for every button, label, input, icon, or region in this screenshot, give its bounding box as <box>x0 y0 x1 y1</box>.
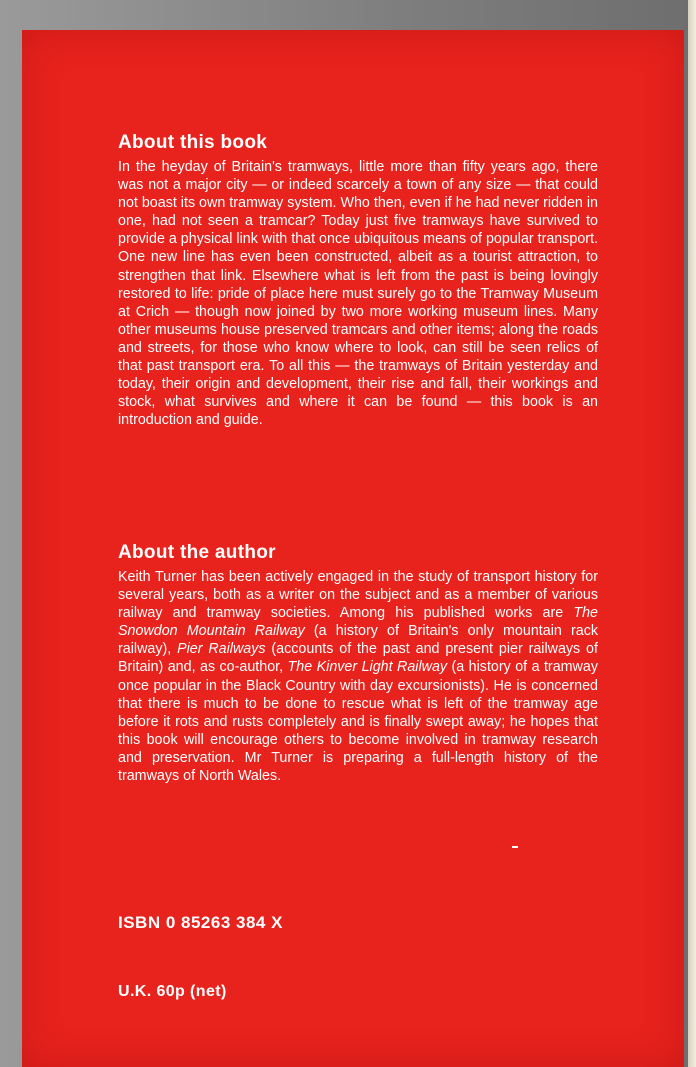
author-text-4: (a history of a tramway once popular in the Black Country with day excursionists). He is concerned that there is much to be done to rescue what is left of the tramway age before it rots and rusts completely and is finally swept away; he hopes that this book will encourage others to become involved in tramway research and preservation. Mr Turner is preparing a full-length history of the tramways of North Wales. <box>118 659 598 785</box>
author-text-3: (accounts of the past and present pier railways of Britain) and, as co-author, <box>118 641 598 676</box>
author-text-2: (a history of Britain's only mountain rack railway), <box>118 623 598 658</box>
book-title-snowdon: The Snowdon Mountain Railway <box>118 605 598 640</box>
book-title-pier: Pier Railways <box>177 641 266 658</box>
about-author-text <box>118 568 598 785</box>
author-text-1: Keith Turner has been actively engaged in the study of transport history for several years, both as a writer on the subject and as a member of various railway and tramway societies. Among his published works are <box>118 569 598 622</box>
book-title-kinver: The Kinver Light Railway <box>287 659 448 676</box>
about-author-heading: About the author <box>118 542 276 563</box>
about-book-heading: About this book <box>118 132 268 153</box>
page-edge <box>688 0 696 1067</box>
price-label: U.K. 60p (net) <box>118 983 227 1000</box>
ink-mark <box>512 846 518 848</box>
isbn-number: ISBN 0 85263 384 X <box>118 913 283 932</box>
book-back-cover <box>22 30 684 1067</box>
about-book-text: In the heyday of Britain's tramways, little more than fifty years ago, there was not a major city — or indeed scarcely a town of any size — that could not boast its own tramway system. Who then, even if he had never ridden in one, had not seen a tramcar? Today just five tramways have survived to provide a physical link with that once ubiquitous means of popular transport. One new line has even been constructed, albeit as a tourist attraction, to strengthen that link. Elsewhere what is left from the past is being lovingly restored to life: pride of place here must surely go to the Tramway Museum at Crich — though now joined by two more working museum lines. Many other museums house preserved tramcars and other items; along the roads and streets, for those who know where to look, can still be seen relics of that past transport era. To all this — the tramways of Britain yesterday and today, their origin and development, their rise and fall, their workings and stock, what survives and where it can be found — this book is an introduction and guide. <box>118 159 599 429</box>
